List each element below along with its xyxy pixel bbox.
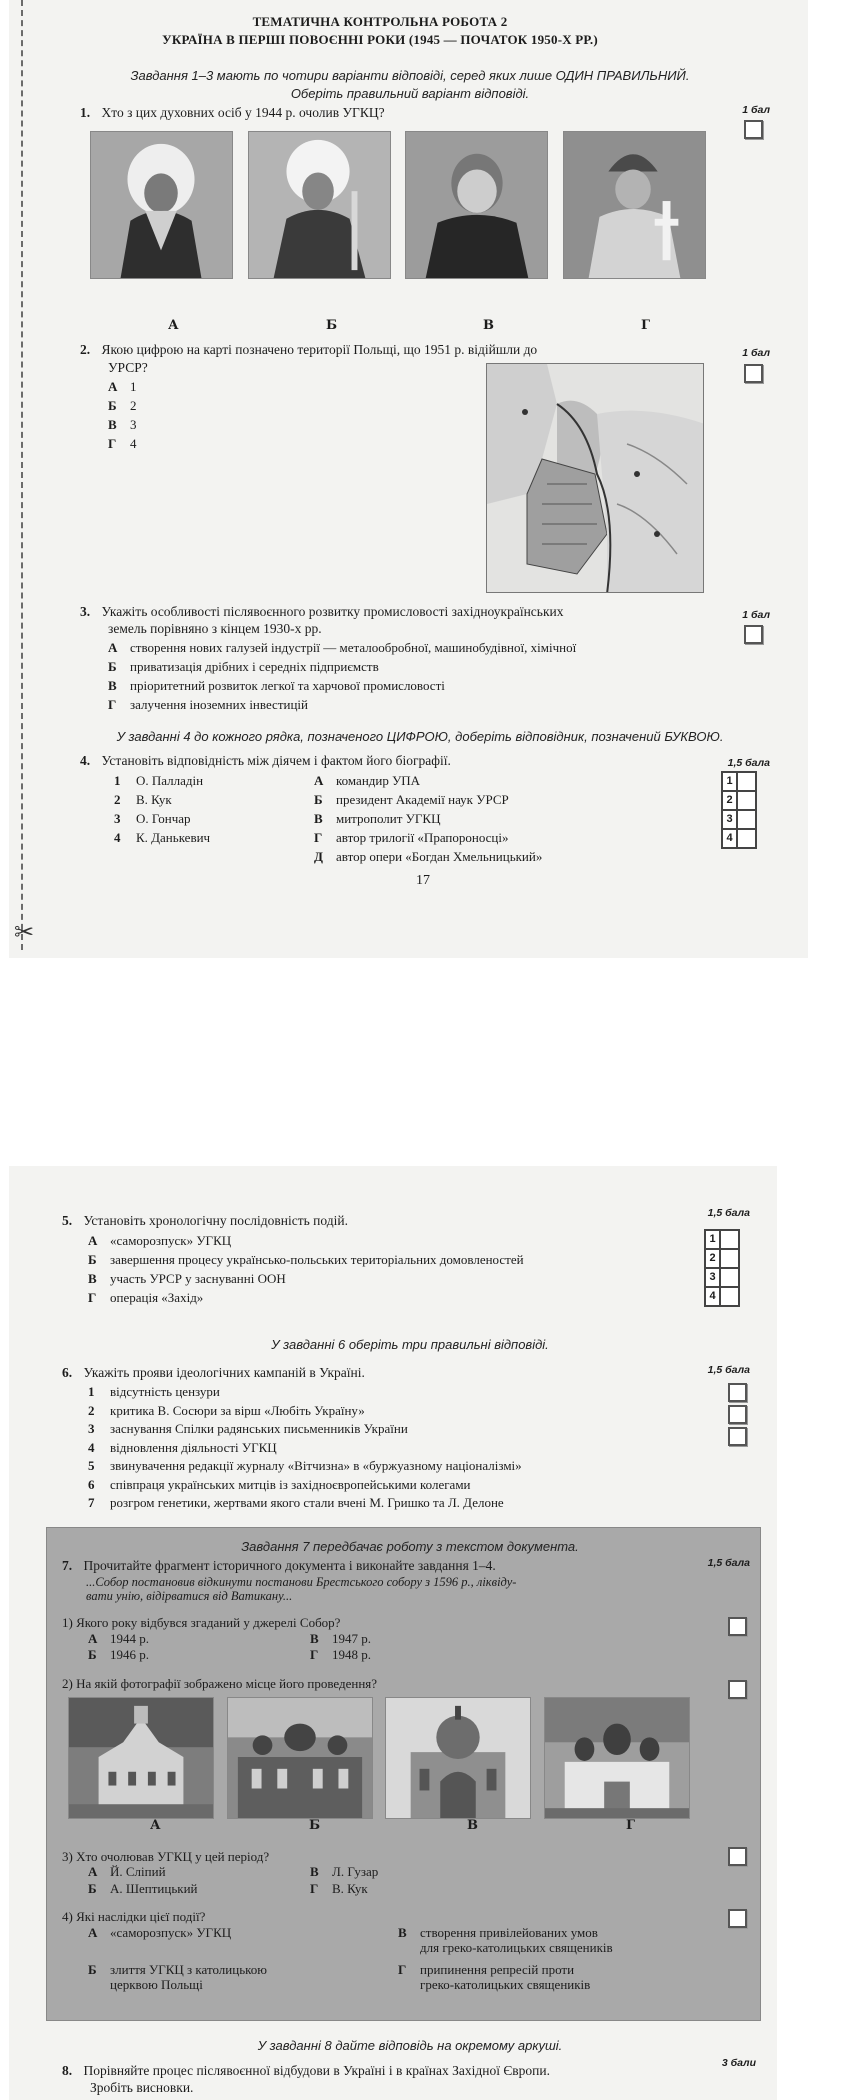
option: А «саморозпуск» УГКЦ: [88, 1925, 232, 1940]
page-margin: [808, 0, 864, 958]
answer-grid: [721, 771, 757, 849]
question-number: 8.: [62, 2063, 73, 2078]
question-number: 4.: [80, 753, 91, 768]
page-number: 17: [416, 873, 430, 888]
option: В 1947 р.: [310, 1631, 371, 1646]
question-number: 3.: [80, 604, 91, 619]
photo-g: [563, 131, 706, 279]
option: 5 звинувачення редакції журналу «Вітчизна» в «буржуазному націоналізмі»: [88, 1458, 522, 1473]
match-item: 3 О. Гончар: [114, 811, 191, 826]
option: В Л. Гузар: [310, 1864, 379, 1879]
answer-grid: [704, 1229, 740, 1307]
question-text-cont: земель порівняно з кінцем 1930-х рр.: [108, 621, 322, 636]
answer-box[interactable]: [744, 625, 763, 644]
row-number: 1: [705, 1230, 720, 1249]
options-list: [88, 1383, 708, 1513]
question-text: Прочитайте фрагмент історичного документа і виконайте завдання 1–4.: [83, 1558, 496, 1573]
match-option: Д автор опери «Богдан Хмельницький»: [314, 849, 543, 864]
question-6: [62, 1364, 365, 1381]
points-label: 1 бал: [742, 609, 770, 621]
photo-b: [227, 1697, 373, 1819]
option: Г залучення іноземних інвестицій: [108, 697, 308, 712]
option: Б 2: [108, 398, 137, 413]
answer-box[interactable]: [728, 1427, 747, 1446]
question-7: [62, 1557, 702, 1574]
points-label: 1,5 бала: [707, 1557, 750, 1569]
answer-box[interactable]: [728, 1405, 747, 1424]
option: Г операція «Захід»: [88, 1290, 204, 1305]
matching-right: [314, 771, 714, 866]
question-text: Установіть відповідність між діячем і фактом його біографії.: [101, 753, 451, 768]
subquestion-2: 2) На якій фотографії зображено місце його проведення?: [62, 1676, 378, 1691]
page-gap: [0, 1130, 864, 1166]
option: Б 1946 р.: [88, 1647, 149, 1662]
photo-label: А: [150, 1818, 161, 1833]
instruction: У завданні 6 оберіть три правильні відповіді.: [271, 1337, 549, 1352]
question-text: Порівняйте процес післявоєнної відбудови в Україні і в країнах Західної Європи.: [83, 2063, 550, 2078]
option: А «саморозпуск» УГКЦ: [88, 1233, 232, 1248]
row-number: 2: [722, 791, 737, 810]
answer-cell[interactable]: [737, 772, 756, 791]
instruction: Завдання 1–3 мають по чотири варіанти відповіді, серед яких лише ОДИН ПРАВИЛЬНИЙ.: [130, 68, 690, 83]
answer-box[interactable]: [728, 1680, 747, 1699]
answer-cell[interactable]: [737, 810, 756, 829]
page-subtitle: УКРАЇНА В ПЕРШІ ПОВОЄННІ РОКИ (1945 — ПОЧАТОК 1950-Х РР.): [162, 32, 598, 47]
match-item: 2 В. Кук: [114, 792, 172, 807]
option: А створення нових галузей індустрії — металообробної, машинобудівної, хімічної: [108, 640, 577, 655]
option: 2 критика В. Сосюри за вірш «Любіть Україну»: [88, 1402, 365, 1418]
option: В участь УРСР у заснуванні ООН: [88, 1271, 286, 1286]
answer-cell[interactable]: [720, 1230, 739, 1249]
option: 1 відсутність цензури: [88, 1384, 220, 1399]
question-1: [80, 104, 385, 121]
answer-box[interactable]: [728, 1909, 747, 1928]
points-label: 3 бали: [721, 2057, 756, 2069]
row-number: 4: [722, 829, 737, 848]
match-option: Г автор трилогії «Прапороносці»: [314, 830, 509, 845]
row-number: 2: [705, 1249, 720, 1268]
question-text: Укажіть особливості післявоєнного розвитку промисловості західноукраїнських: [101, 604, 564, 619]
question-text-cont: Зробіть висновки.: [90, 2080, 194, 2095]
subquestion-3: 3) Хто очолював УГКЦ у цей період?: [62, 1849, 270, 1864]
photo-v: [405, 131, 548, 279]
answer-box[interactable]: [728, 1383, 747, 1402]
row-number: 1: [722, 772, 737, 791]
answer-cell[interactable]: [737, 791, 756, 810]
question-text: Установіть хронологічну послідовність подій.: [83, 1213, 348, 1228]
question-number: 2.: [80, 342, 91, 357]
matching-left: [114, 771, 294, 847]
option: Б приватизація дрібних і середніх підприємств: [108, 659, 379, 674]
scissors-icon: ✂: [14, 918, 35, 946]
option: 6 співпраця українських митців із західноєвропейськими колегами: [88, 1476, 471, 1492]
page-title: ТЕМАТИЧНА КОНТРОЛЬНА РОБОТА 2: [252, 14, 508, 29]
photo-a: [68, 1697, 214, 1819]
option: Г 1948 р.: [310, 1647, 371, 1662]
photo-label: Г: [641, 318, 650, 333]
question-5: [62, 1212, 348, 1229]
map-image: [486, 363, 704, 593]
points-label: 1,5 бала: [727, 757, 770, 769]
row-number: 3: [705, 1268, 720, 1287]
option: В пріоритетний розвиток легкої та харчової промисловості: [108, 678, 445, 693]
answer-box[interactable]: [728, 1617, 747, 1636]
question-number: 5.: [62, 1213, 73, 1228]
option: В 3: [108, 417, 137, 432]
row-number: 4: [705, 1287, 720, 1306]
answer-box[interactable]: [728, 1847, 747, 1866]
option: 7 розгром генетики, жертвами якого стали вчені М. Гришко та Л. Делоне: [88, 1495, 504, 1510]
match-option: Б президент Академії наук УРСР: [314, 792, 509, 807]
match-item: 4 К. Данькевич: [114, 830, 211, 845]
option: 3 заснування Спілки радянських письменників України: [88, 1421, 408, 1436]
match-item: 1 О. Палладін: [114, 773, 204, 788]
question-4: [80, 752, 451, 769]
question-number: 7.: [62, 1558, 73, 1573]
question-number: 6.: [62, 1365, 73, 1380]
option: Б А. Шептицький: [88, 1881, 198, 1896]
answer-cell[interactable]: [720, 1268, 739, 1287]
instruction: У завданні 4 до кожного рядка, позначеного ЦИФРОЮ, доберіть відповідник, позначений БУКВОЮ.: [116, 729, 724, 744]
subquestion-4: 4) Які наслідки цієї події?: [62, 1909, 206, 1924]
options-list: [108, 377, 137, 453]
question-text-cont: УРСР?: [108, 360, 148, 375]
option: А 1944 р.: [88, 1631, 149, 1646]
document-quote: ...Собор постановив відкинути постанови Брестського собору з 1596 р., ліквіду-: [86, 1575, 517, 1589]
answer-box[interactable]: [744, 364, 763, 383]
points-label: 1,5 бала: [707, 1364, 750, 1376]
photo-label: Б: [326, 318, 338, 333]
question-3: [80, 603, 720, 620]
answer-cell[interactable]: [720, 1249, 739, 1268]
answer-cell[interactable]: [737, 829, 756, 848]
photo-g: [544, 1697, 690, 1819]
points-label: 1,5 бала: [707, 1207, 750, 1219]
option: Б завершення процесу українсько-польських територіальних домовленостей: [88, 1252, 524, 1267]
photo-label: А: [168, 318, 179, 333]
question-8: [62, 2062, 702, 2079]
photo-label: В: [467, 1818, 478, 1833]
cut-line: [21, 0, 23, 950]
option: Г В. Кук: [310, 1881, 368, 1896]
points-label: 1 бал: [742, 347, 770, 359]
photo-a: [90, 131, 233, 279]
photo-label: Б: [309, 1818, 321, 1833]
answer-box[interactable]: [744, 120, 763, 139]
question-text: Хто з цих духовних осіб у 1944 р. очолив УГКЦ?: [101, 105, 385, 120]
options-list: [88, 1231, 688, 1307]
option: Г 4: [108, 436, 137, 451]
match-option: В митрополит УГКЦ: [314, 811, 441, 826]
photo-label: Г: [626, 1818, 635, 1833]
options-list: [108, 638, 576, 714]
row-number: 3: [722, 810, 737, 829]
option: Г припинення репресій проти греко-католицьких священиків: [398, 1962, 591, 1992]
question-number: 1.: [80, 105, 91, 120]
option: Б злиття УГКЦ з католицькою церквою Польщі: [88, 1962, 268, 1992]
instruction: У завданні 8 дайте відповідь на окремому аркуші.: [257, 2038, 563, 2053]
subquestion-1: 1) Якого року відбувся згаданий у джерелі Собор?: [62, 1615, 341, 1630]
option: 4 відновлення діяльності УГКЦ: [88, 1439, 277, 1455]
question-text: Якою цифрою на карті позначено території Польщі, що 1951 р. відійшли до: [101, 342, 538, 357]
match-option: А командир УПА: [314, 773, 421, 788]
answer-cell[interactable]: [720, 1287, 739, 1306]
photo-label: В: [483, 318, 494, 333]
points-label: 1 бал: [742, 104, 770, 116]
option: А 1: [108, 379, 137, 394]
photo-b: [248, 131, 391, 279]
option: В створення привілейованих умов для греко-католицьких священиків: [398, 1925, 613, 1955]
question-text: Укажіть прояви ідеологічних кампаній в Україні.: [83, 1365, 365, 1380]
instruction: Завдання 7 передбачає роботу з текстом документа.: [241, 1539, 579, 1554]
photo-v: [385, 1697, 531, 1819]
option: А Й. Сліпий: [88, 1864, 166, 1879]
question-2: [80, 341, 700, 358]
instruction: Оберіть правильний варіант відповіді.: [290, 86, 530, 101]
document-quote: вати унію, відірватися від Ватикану...: [86, 1589, 293, 1603]
